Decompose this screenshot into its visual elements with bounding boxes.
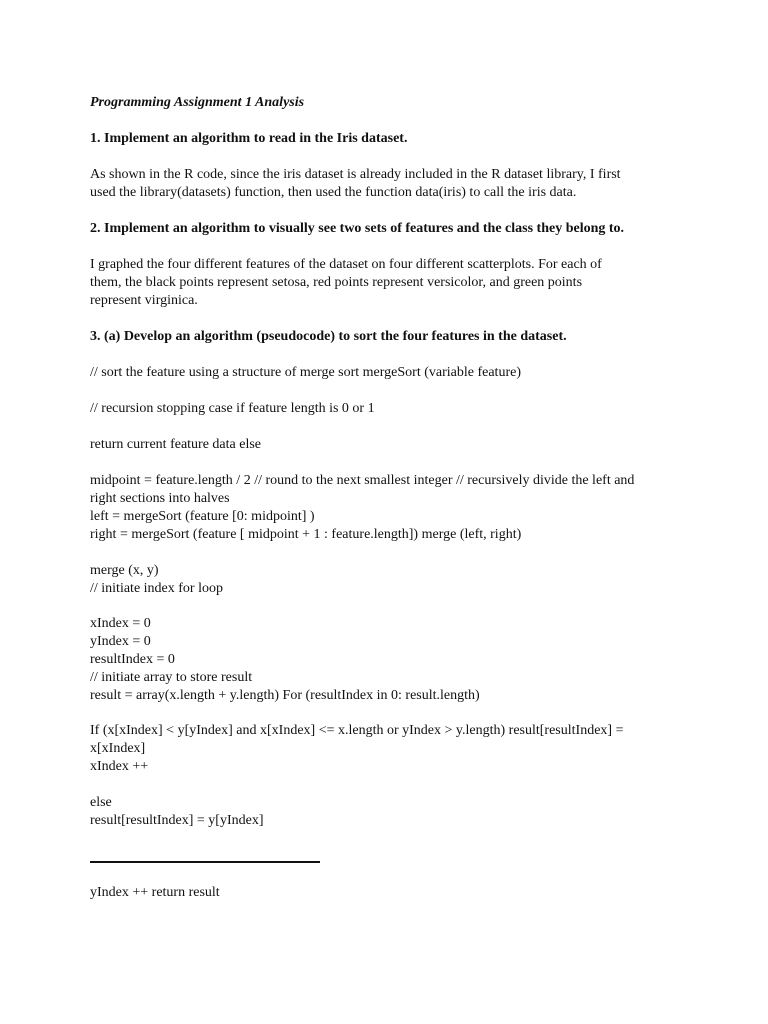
q2-body-line: represent virginica. bbox=[90, 293, 198, 308]
pseudocode-line: // recursion stopping case if feature length is 0 or 1 bbox=[90, 401, 375, 416]
pseudocode-line: return current feature data else bbox=[90, 437, 262, 452]
pseudocode-line: // sort the feature using a structure of merge sort mergeSort (variable feature) bbox=[90, 365, 521, 380]
q1-body-line: As shown in the R code, since the iris dataset is already included in the R dataset library, I first bbox=[90, 167, 621, 182]
q2-body-line: I graphed the four different features of the dataset on four different scatterplots. For each of bbox=[90, 257, 602, 272]
q1-body-line: used the library(datasets) function, then used the function data(iris) to call the iris data. bbox=[90, 185, 577, 200]
pseudocode-line: merge (x, y) bbox=[90, 563, 159, 578]
q3-heading: 3. (a) Develop an algorithm (pseudocode) to sort the four features in the dataset. bbox=[90, 329, 567, 344]
pseudocode-line: else bbox=[90, 795, 112, 810]
pseudocode-line: result[resultIndex] = y[yIndex] bbox=[90, 813, 264, 828]
pseudocode-line: x[xIndex] bbox=[90, 741, 146, 756]
pseudocode-line: left = mergeSort (feature [0: midpoint] ) bbox=[90, 509, 315, 524]
q2-heading: 2. Implement an algorithm to visually see two sets of features and the class they belong to. bbox=[90, 221, 625, 236]
pseudocode-line: yIndex ++ return result bbox=[90, 885, 220, 900]
pseudocode-line: midpoint = feature.length / 2 // round to the next smallest integer // recursively divide the left and bbox=[90, 473, 635, 488]
pseudocode-line: // initiate index for loop bbox=[90, 581, 223, 596]
document-title: Programming Assignment 1 Analysis bbox=[90, 95, 305, 110]
pseudocode-line: If (x[xIndex] < y[yIndex] and x[xIndex] <= x.length or yIndex > y.length) result[resultIndex] = bbox=[90, 723, 624, 738]
pseudocode-line: xIndex ++ bbox=[90, 759, 149, 774]
pseudocode-line: right = mergeSort (feature [ midpoint + 1 : feature.length]) merge (left, right) bbox=[90, 527, 522, 542]
pseudocode-line: // initiate array to store result bbox=[90, 670, 253, 685]
pseudocode-line: yIndex = 0 bbox=[90, 634, 151, 649]
q1-heading: 1. Implement an algorithm to read in the Iris dataset. bbox=[90, 131, 408, 146]
horizontal-rule bbox=[90, 861, 320, 863]
pseudocode-line: result = array(x.length + y.length) For (resultIndex in 0: result.length) bbox=[90, 688, 480, 703]
pseudocode-line: right sections into halves bbox=[90, 491, 230, 506]
pseudocode-line: xIndex = 0 bbox=[90, 616, 151, 631]
pseudocode-line: resultIndex = 0 bbox=[90, 652, 175, 667]
q2-body-line: them, the black points represent setosa, red points represent versicolor, and green points bbox=[90, 275, 583, 290]
